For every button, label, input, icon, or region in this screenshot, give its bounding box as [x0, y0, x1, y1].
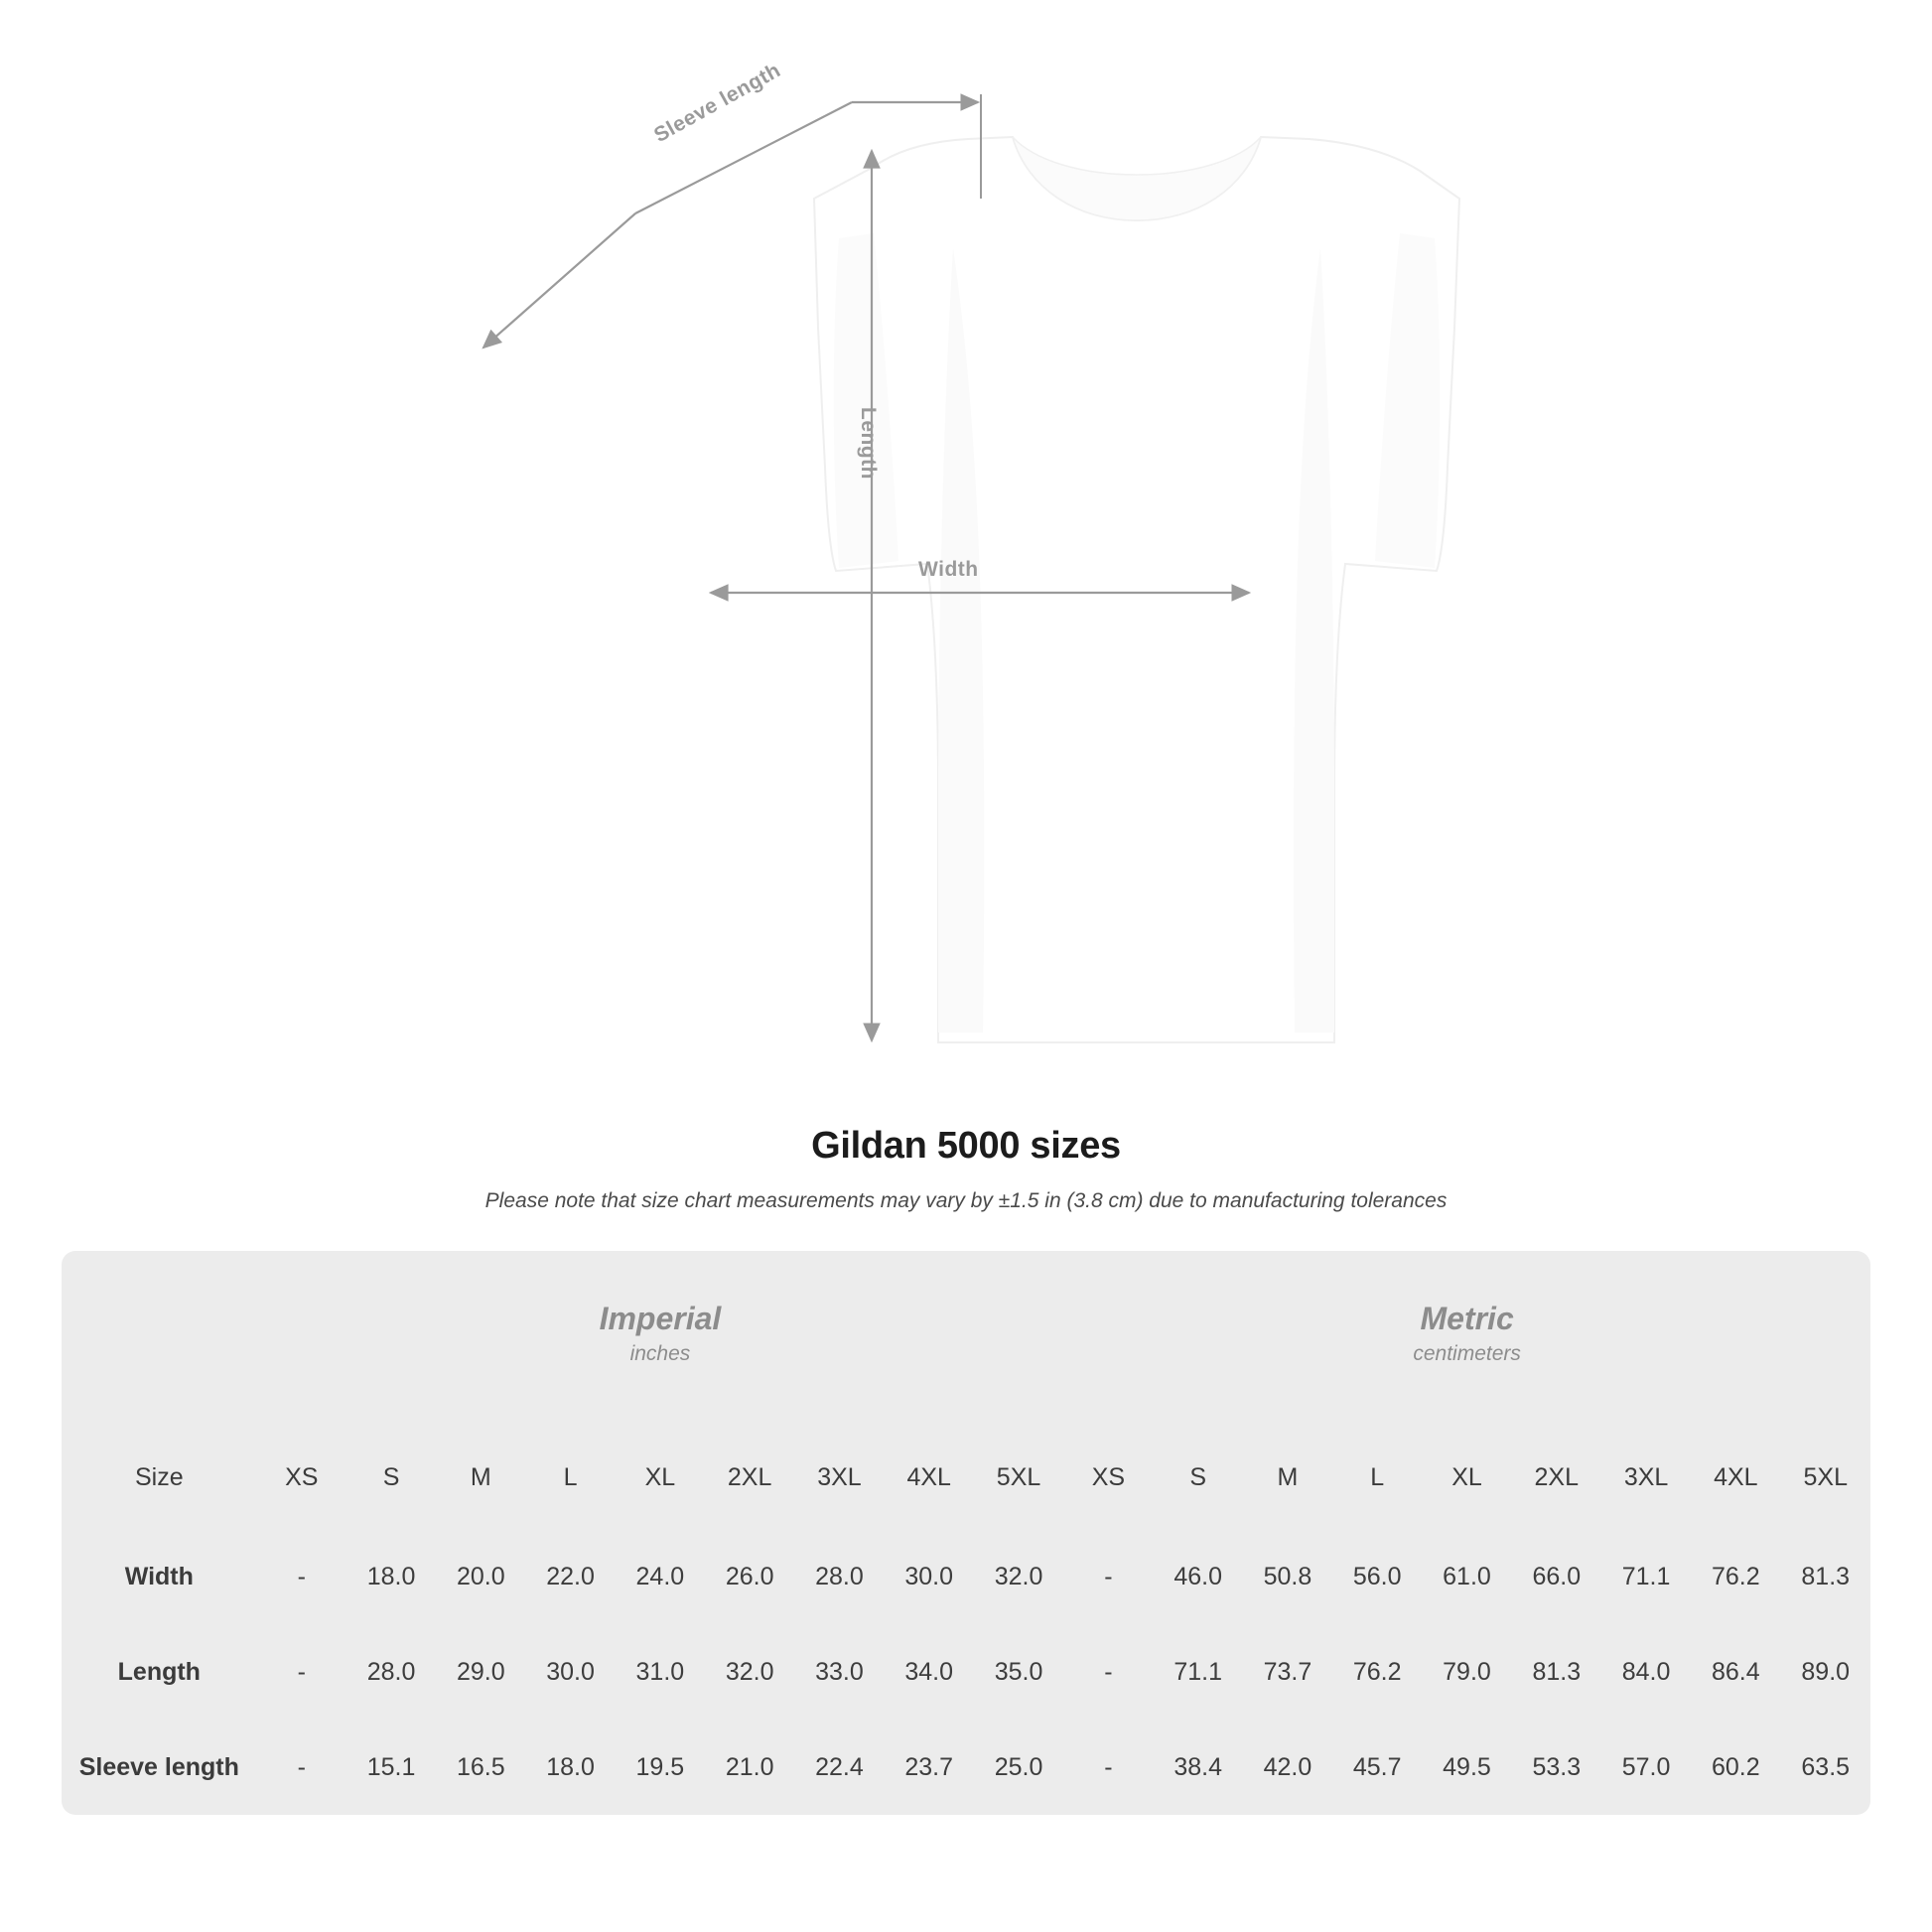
cell-length-metric-xl: 79.0 — [1422, 1624, 1511, 1720]
cell-sleeve-imperial-s: 15.1 — [346, 1720, 436, 1815]
row-label-width: Width — [62, 1529, 257, 1624]
header-imperial-m: M — [436, 1426, 525, 1529]
page-title: Gildan 5000 sizes — [811, 1125, 1121, 1167]
cell-length-metric-s: 71.1 — [1154, 1624, 1243, 1720]
header-metric-5xl: 5XL — [1780, 1426, 1870, 1529]
unit-metric-cell — [1063, 1251, 1870, 1426]
cell-sleeve-metric-2xl: 53.3 — [1512, 1720, 1601, 1815]
cell-width-imperial-s: 18.0 — [346, 1529, 436, 1624]
cell-sleeve-imperial-m: 16.5 — [436, 1720, 525, 1815]
size-table-wrapper — [62, 1251, 1870, 1815]
cell-sleeve-metric-m: 42.0 — [1243, 1720, 1332, 1815]
unit-corner-cell — [62, 1251, 257, 1426]
header-imperial-5xl: 5XL — [974, 1426, 1063, 1529]
cell-width-metric-xs: - — [1063, 1529, 1153, 1624]
cell-length-metric-5xl: 89.0 — [1780, 1624, 1870, 1720]
header-imperial-3xl: 3XL — [794, 1426, 884, 1529]
cell-length-imperial-l: 30.0 — [525, 1624, 615, 1720]
tshirt-shape — [814, 137, 1459, 1042]
cell-width-metric-l: 56.0 — [1332, 1529, 1422, 1624]
header-imperial-xs: XS — [257, 1426, 346, 1529]
cell-width-metric-3xl: 71.1 — [1601, 1529, 1691, 1624]
cell-sleeve-imperial-l: 18.0 — [525, 1720, 615, 1815]
cell-sleeve-metric-xs: - — [1063, 1720, 1153, 1815]
cell-length-imperial-2xl: 32.0 — [705, 1624, 794, 1720]
cell-length-metric-4xl: 86.4 — [1691, 1624, 1780, 1720]
header-imperial-xl: XL — [616, 1426, 705, 1529]
cell-width-metric-s: 46.0 — [1154, 1529, 1243, 1624]
header-metric-xl: XL — [1422, 1426, 1511, 1529]
length-label: Length — [857, 407, 880, 480]
cell-sleeve-metric-3xl: 57.0 — [1601, 1720, 1691, 1815]
cell-width-imperial-xl: 24.0 — [616, 1529, 705, 1624]
row-label-sleeve-length: Sleeve length — [62, 1720, 257, 1815]
cell-sleeve-metric-5xl: 63.5 — [1780, 1720, 1870, 1815]
table-row — [62, 1529, 1870, 1624]
size-header-row — [62, 1426, 1870, 1529]
cell-width-metric-5xl: 81.3 — [1780, 1529, 1870, 1624]
cell-length-imperial-4xl: 34.0 — [885, 1624, 974, 1720]
header-imperial-2xl: 2XL — [705, 1426, 794, 1529]
title-block — [0, 1125, 1932, 1213]
cell-length-metric-xs: - — [1063, 1624, 1153, 1720]
cell-width-metric-4xl: 76.2 — [1691, 1529, 1780, 1624]
unit-imperial-cell — [257, 1251, 1064, 1426]
cell-sleeve-imperial-5xl: 25.0 — [974, 1720, 1063, 1815]
header-imperial-l: L — [525, 1426, 615, 1529]
size-corner-label: Size — [62, 1426, 257, 1529]
cell-sleeve-metric-l: 45.7 — [1332, 1720, 1422, 1815]
header-metric-3xl: 3XL — [1601, 1426, 1691, 1529]
unit-metric-sub: centimeters — [1413, 1342, 1521, 1366]
cell-length-imperial-xs: - — [257, 1624, 346, 1720]
cell-width-metric-2xl: 66.0 — [1512, 1529, 1601, 1624]
header-imperial-s: S — [346, 1426, 436, 1529]
cell-sleeve-imperial-xl: 19.5 — [616, 1720, 705, 1815]
cell-length-imperial-m: 29.0 — [436, 1624, 525, 1720]
header-metric-4xl: 4XL — [1691, 1426, 1780, 1529]
cell-length-metric-2xl: 81.3 — [1512, 1624, 1601, 1720]
unit-header-row — [62, 1251, 1870, 1426]
cell-sleeve-imperial-2xl: 21.0 — [705, 1720, 794, 1815]
cell-length-metric-l: 76.2 — [1332, 1624, 1422, 1720]
cell-length-imperial-5xl: 35.0 — [974, 1624, 1063, 1720]
header-metric-2xl: 2XL — [1512, 1426, 1601, 1529]
cell-width-imperial-5xl: 32.0 — [974, 1529, 1063, 1624]
width-label: Width — [918, 558, 979, 581]
unit-imperial-sub: inches — [629, 1342, 691, 1366]
header-metric-l: L — [1332, 1426, 1422, 1529]
unit-metric-name: Metric — [1420, 1301, 1514, 1337]
row-label-length: Length — [62, 1624, 257, 1720]
cell-length-metric-3xl: 84.0 — [1601, 1624, 1691, 1720]
table-row — [62, 1720, 1870, 1815]
cell-length-metric-m: 73.7 — [1243, 1624, 1332, 1720]
cell-width-metric-m: 50.8 — [1243, 1529, 1332, 1624]
header-metric-s: S — [1154, 1426, 1243, 1529]
cell-sleeve-imperial-4xl: 23.7 — [885, 1720, 974, 1815]
cell-length-imperial-3xl: 33.0 — [794, 1624, 884, 1720]
cell-width-imperial-4xl: 30.0 — [885, 1529, 974, 1624]
cell-sleeve-metric-4xl: 60.2 — [1691, 1720, 1780, 1815]
cell-width-imperial-xs: - — [257, 1529, 346, 1624]
cell-width-imperial-2xl: 26.0 — [705, 1529, 794, 1624]
cell-sleeve-imperial-3xl: 22.4 — [794, 1720, 884, 1815]
header-imperial-4xl: 4XL — [885, 1426, 974, 1529]
cell-sleeve-imperial-xs: - — [257, 1720, 346, 1815]
cell-width-imperial-m: 20.0 — [436, 1529, 525, 1624]
cell-length-imperial-xl: 31.0 — [616, 1624, 705, 1720]
cell-width-imperial-l: 22.0 — [525, 1529, 615, 1624]
table-row — [62, 1624, 1870, 1720]
tolerance-note: Please note that size chart measurements may vary by ±1.5 in (3.8 cm) due to manufacturing tolerances — [484, 1189, 1448, 1212]
unit-imperial-name: Imperial — [599, 1301, 722, 1337]
header-metric-xs: XS — [1063, 1426, 1153, 1529]
cell-sleeve-metric-xl: 49.5 — [1422, 1720, 1511, 1815]
cell-length-imperial-s: 28.0 — [346, 1624, 436, 1720]
cell-sleeve-metric-s: 38.4 — [1154, 1720, 1243, 1815]
size-table — [62, 1251, 1870, 1815]
header-metric-m: M — [1243, 1426, 1332, 1529]
cell-width-imperial-3xl: 28.0 — [794, 1529, 884, 1624]
sleeve-length-label: Sleeve length — [650, 59, 785, 148]
cell-width-metric-xl: 61.0 — [1422, 1529, 1511, 1624]
